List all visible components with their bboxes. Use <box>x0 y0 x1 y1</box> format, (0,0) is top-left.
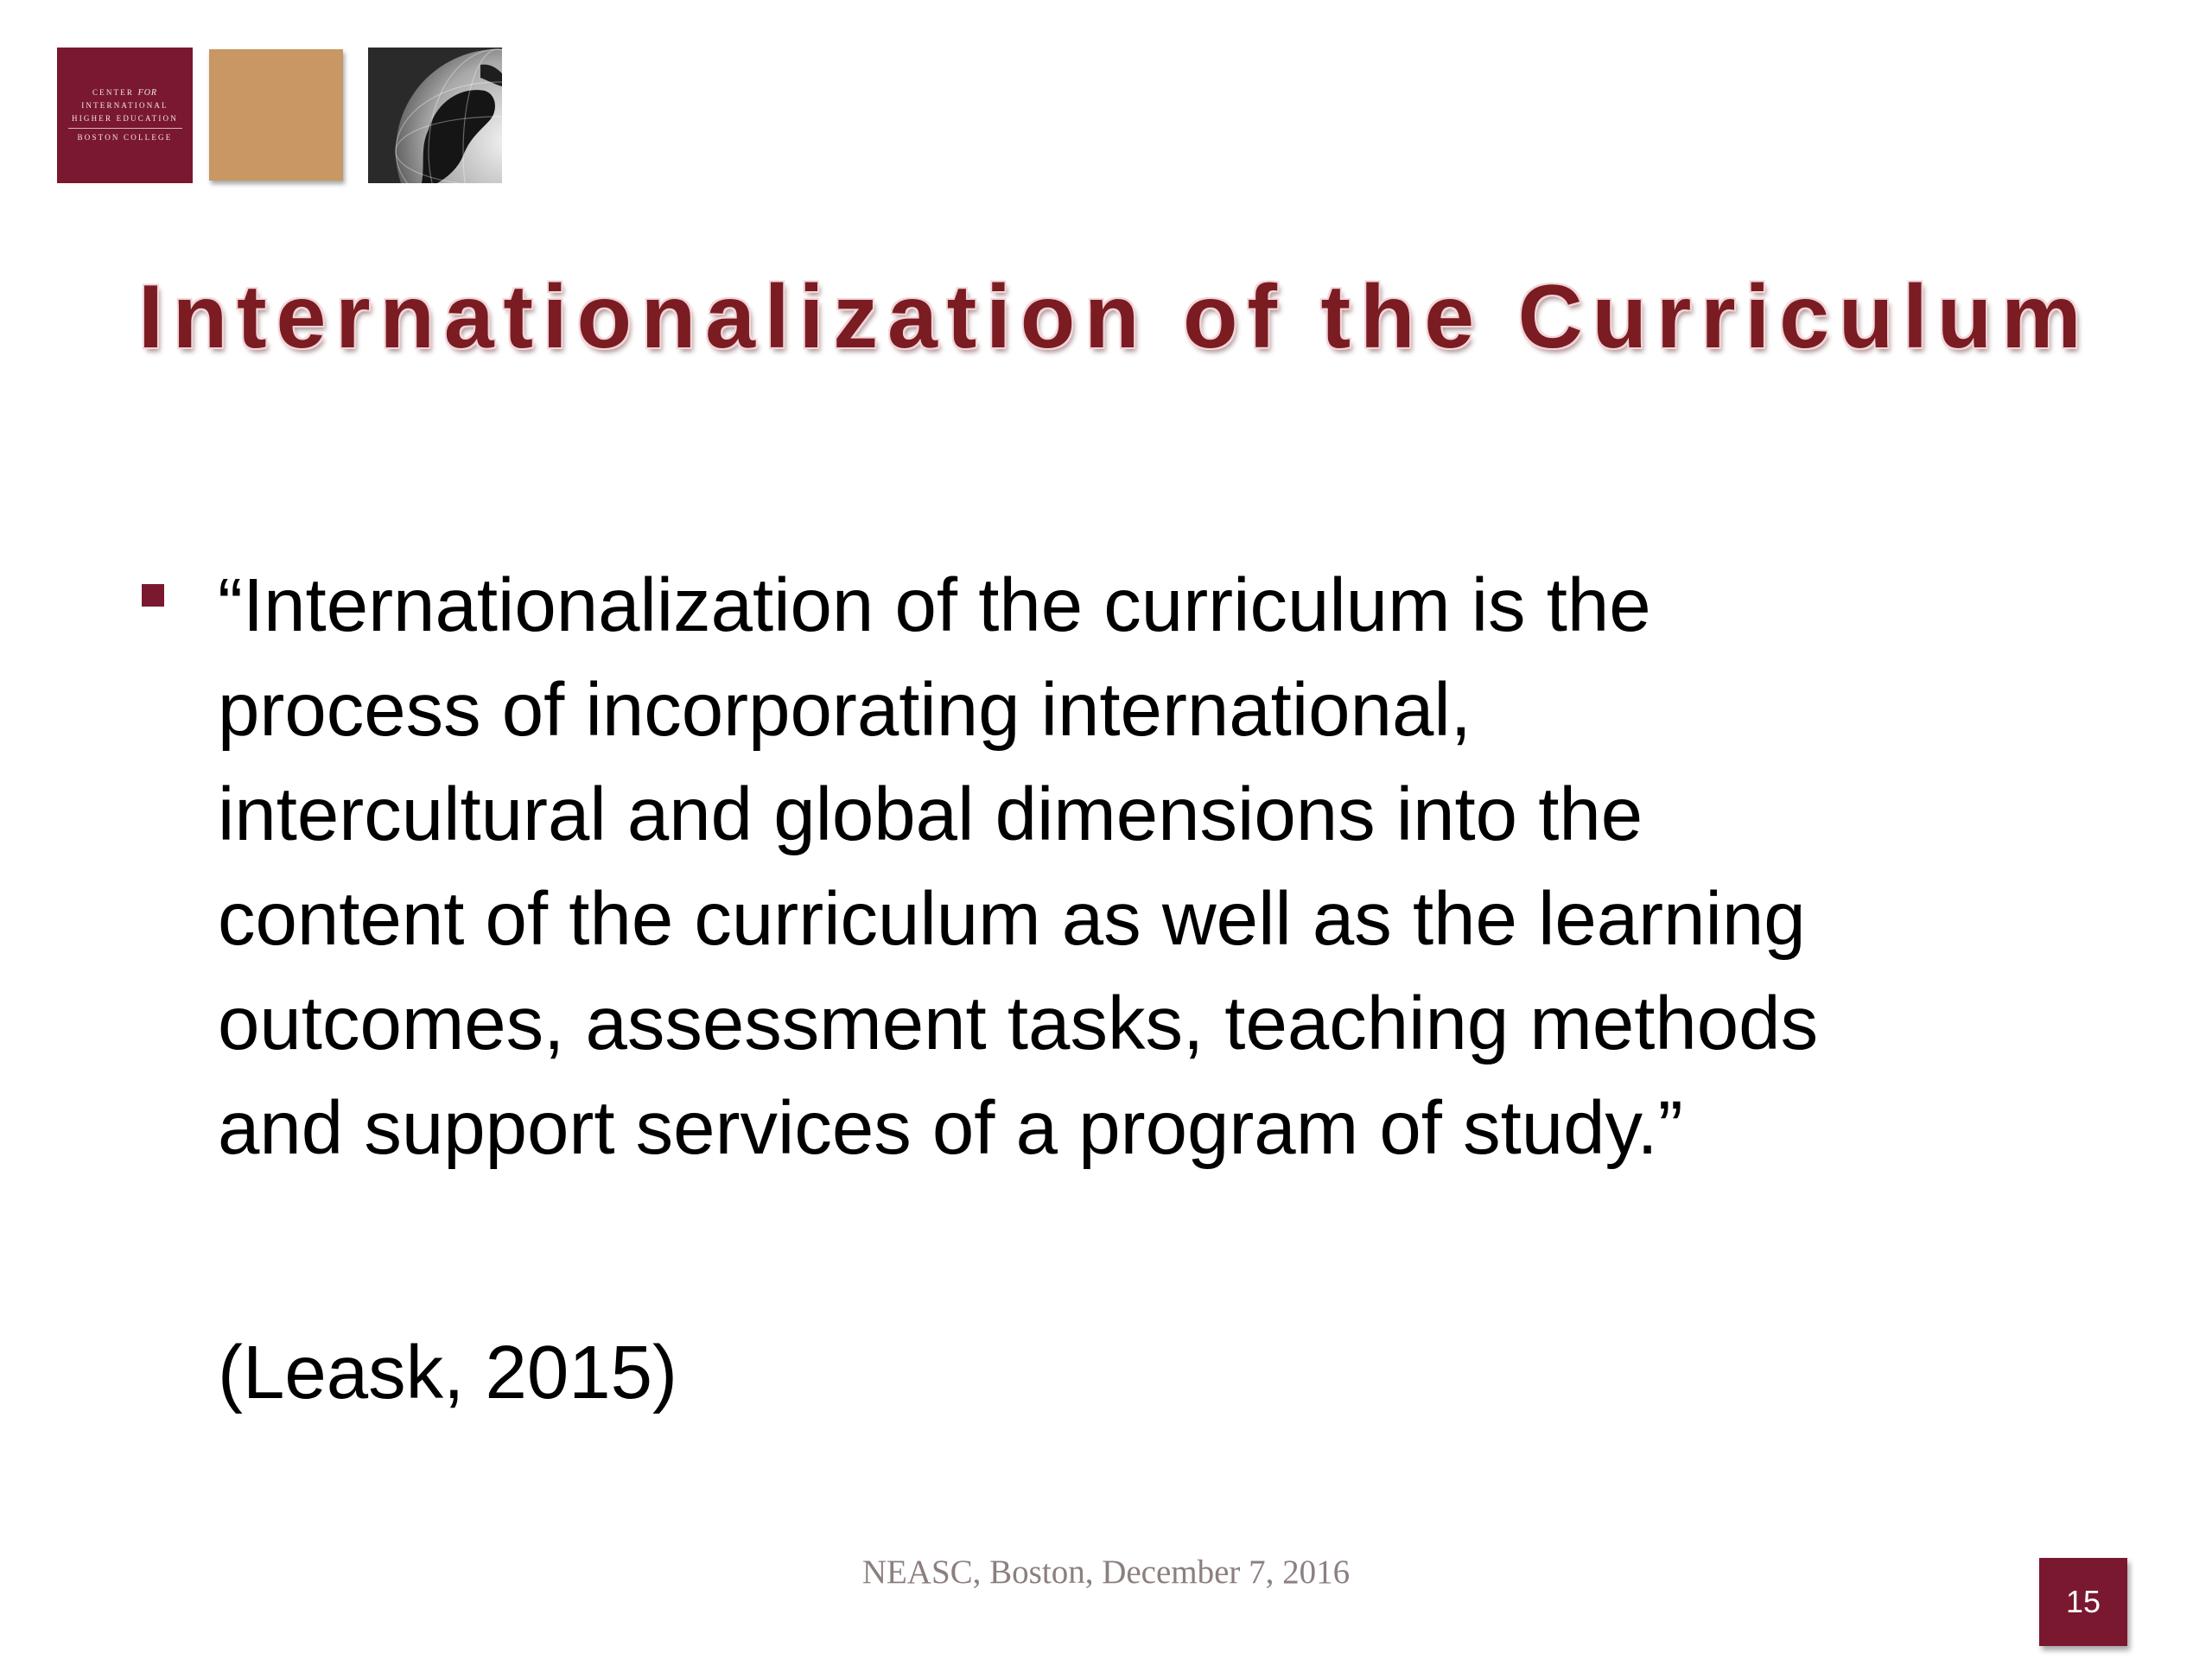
page-number-badge: 15 <box>2039 1558 2127 1646</box>
cihe-logo-line3: HIGHER EDUCATION <box>72 114 178 123</box>
cihe-logo <box>57 48 193 183</box>
definition-quote <box>218 553 2119 1180</box>
cihe-logo-line2: INTERNATIONAL <box>81 101 168 110</box>
slide-title: Internationalization of the Curriculum <box>138 267 2091 367</box>
citation: (Leask, 2015) <box>218 1331 677 1414</box>
quote-line: outcomes, assessment tasks, teaching methods <box>218 982 1819 1065</box>
footer-text: NEASC, Boston, December 7, 2016 <box>861 1554 1351 1591</box>
globe-image <box>368 48 502 183</box>
cihe-logo-divider <box>68 128 182 129</box>
cihe-logo-line1: CENTER <box>92 88 135 97</box>
globe-icon <box>368 48 502 183</box>
quote-line: content of the curriculum as well as the learning <box>218 877 1806 961</box>
quote-line: intercultural and global dimensions into the <box>218 772 1643 856</box>
bullet-marker <box>142 584 164 607</box>
quote-line: and support services of a program of study.” <box>218 1086 1683 1170</box>
cihe-logo-line4: BOSTON COLLEGE <box>77 133 173 142</box>
quote-line: process of incorporating international, <box>218 668 1471 752</box>
quote-line: “Internationalization of the curriculum is the <box>218 563 1651 647</box>
tan-square-decoration <box>209 49 343 181</box>
cihe-logo-line1-fancy: FOR <box>137 88 158 98</box>
